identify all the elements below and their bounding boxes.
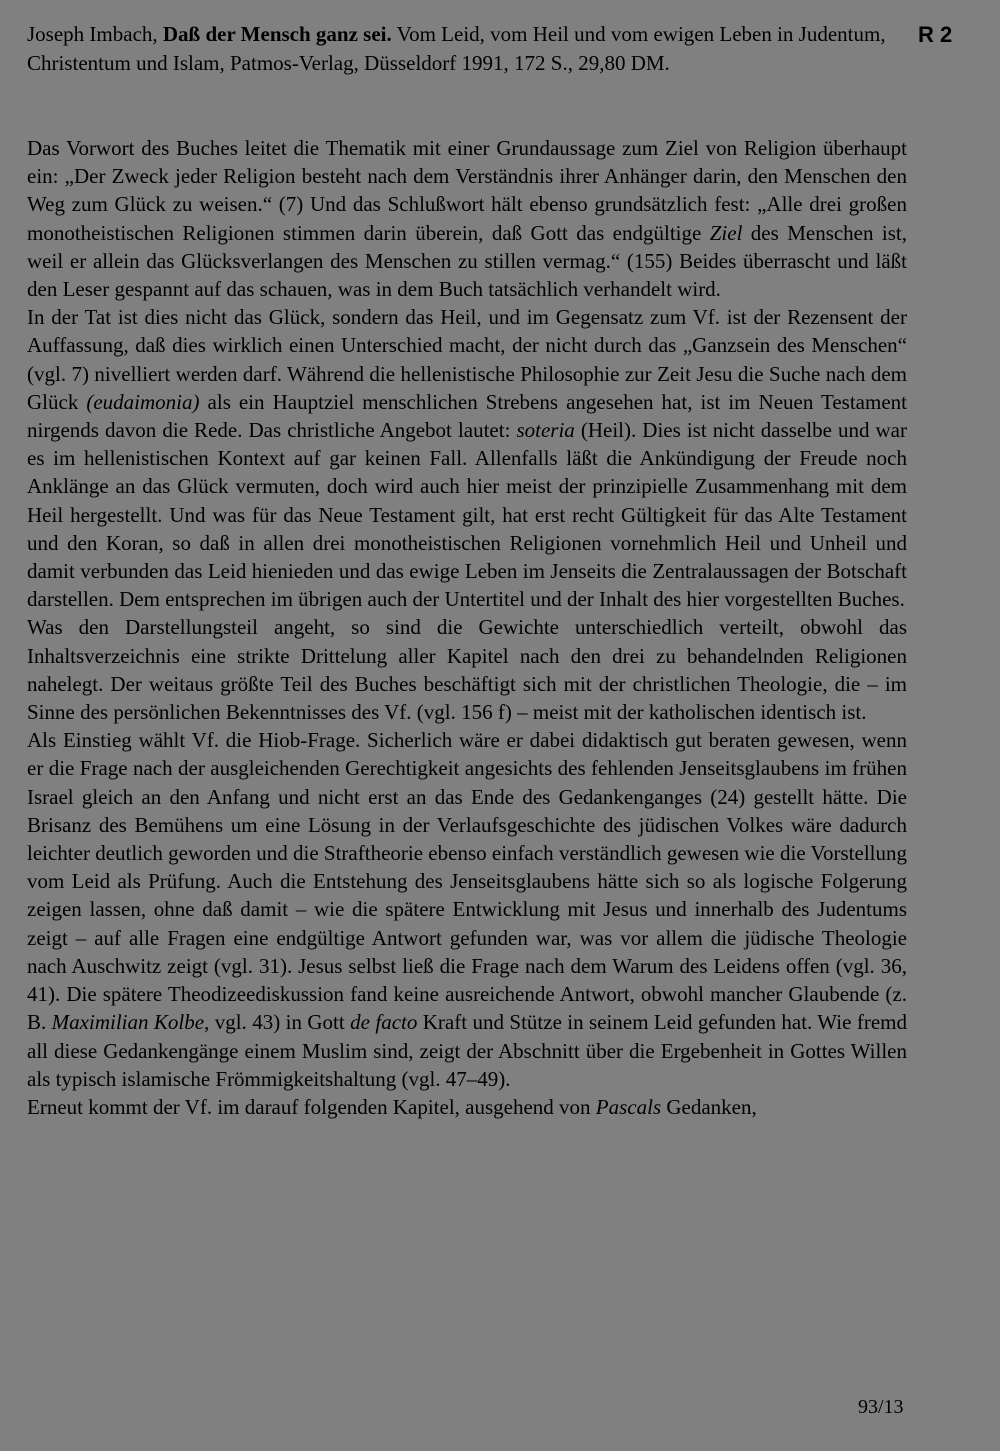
paragraph-5-italic: Pascals [595, 1094, 662, 1119]
paragraph-5-text-b: Gedanken, [661, 1094, 757, 1119]
paragraph-3: Was den Darstellungsteil angeht, so sind die Gewichte unterschiedlich verteilt, obwohl das Inhaltsverzeichnis eine strikte Drittelung aller Kapitel nach den drei zu behandelnden Religionen nahelegt. Der weitaus größte Teil des Buches beschäftigt sich mit der christlichen Theologie, die – im Sinne des persönlichen Bekenntnisses des Vf. (vgl. 156 f) – meist mit der katholischen identisch ist. [27, 615, 907, 725]
paragraph-1-text-b: des Menschen ist, weil er allein das Glücksverlangen des Menschen zu stillen vermag.“ (155) Beides überrascht und läßt den Leser gespannt auf das schauen, was in dem Buch tatsächlich verhandelt wird. [27, 220, 907, 302]
paragraph-2 [27, 303, 907, 613]
paragraph-4-text-c: Kraft und Stütze in seinem Leid gefunden hat. Wie fremd all diese Gedankengänge einem Muslim sind, zeigt der Abschnitt über die Ergebenheit in Gottes Willen als typisch islamische Frömmigkeitshaltung (vgl. 47–49). [27, 1010, 907, 1091]
paragraph-1-italic: Ziel [709, 220, 743, 245]
author-name: Joseph Imbach, [27, 22, 158, 46]
paragraph-1 [27, 134, 907, 303]
bibliographic-header [27, 20, 907, 78]
paragraph-2-text-c: (Heil). Dies ist nicht dasselbe und war es im hellenistischen Kontext auf gar keinen Fall. Allenfalls läßt die Ankündigung der Freude noch Anklänge an das Glück vermuten, doch wird auch hier meist der prinzipielle Zusammenhang mit dem Heil hergestellt. Und was für das Neue Testament gilt, hat erst recht Gültigkeit für das Alte Testament und den Koran, so daß in allen drei monotheistischen Religionen vornehmlich Heil und Unheil und damit verbunden das Leid hienieden und das ewige Leben im Jenseits die Zentralaussagen der Botschaft darstellen. Dem entsprechen im übrigen auch der Untertitel und der Inhalt des hier vorgestellten Buches. [27, 418, 907, 612]
book-title: Daß der Mensch ganz sei. [162, 22, 392, 46]
paragraph-5-text-a: Erneut kommt der Vf. im darauf folgenden Kapitel, ausgehend von [27, 1094, 596, 1119]
section-code: R 2 [918, 22, 953, 47]
paragraph-4-italic-1: Maximilian Kolbe, [51, 1010, 210, 1035]
paragraph-4-text-b: vgl. 43) in Gott [209, 1010, 351, 1035]
paragraph-2-italic-2: soteria [516, 418, 575, 443]
review-body [27, 134, 907, 1121]
page-number: 93/13 [858, 1396, 904, 1418]
paragraph-5 [27, 1093, 907, 1121]
paragraph-2-text-a: In der Tat ist dies nicht das Glück, sondern das Heil, und im Gegensatz zum Vf. ist der Rezensent der Auffassung, daß dies wirklich einen Unterschied macht, der nicht durch das „Ganzsein des Menschen“ (vgl. 7) nivelliert werden darf. Während die hellenistische Philosophie zur Zeit Jesu die Suche nach dem Glück [27, 305, 907, 414]
paragraph-2-text-b: als ein Hauptziel menschlichen Strebens angesehen hat, ist im Neuen Testament nirgends davon die Rede. Das christliche Angebot lautet: [27, 389, 907, 443]
bibliographic-details: Vom Leid, vom Heil und vom ewigen Leben in Judentum, Christentum und Islam, Patmos-Verlag, Düsseldorf 1991, 172 S., 29,80 DM. [27, 22, 886, 75]
paragraph-4-text-a: Als Einstieg wählt Vf. die Hiob-Frage. Sicherlich wäre er dabei didaktisch gut beraten gewesen, wenn er die Frage nach der ausgleichenden Gerechtigkeit angesichts des fehlenden Jenseitsglaubens im frühen Israel gleich an den Anfang und nicht erst an das Ende des Gedankenganges (24) gestellt hätte. Die Brisanz des Bemühens um eine Lösung in der Verlaufsgeschichte des jüdischen Volkes wäre dadurch leichter deutlich geworden und die Straftheorie ebenso einfach verständlich gewesen wie die Vorstellung vom Leid als Prüfung. Auch die Entstehung des Jenseitsglaubens hätte sich so als logische Folgerung zeigen lassen, ohne daß damit – wie die spätere Entwicklung mit Jesus und innerhalb des Judentums zeigt – auf alle Fragen eine endgültige Antwort gefunden war, was vor allem die jüdische Theologie nach Auschwitz zeigt (vgl. 31). Jesus selbst ließ die Frage nach dem Warum des Leidens offen (vgl. 36, 41). Die spätere Theodizeediskussion fand keine ausreichende Antwort, obwohl mancher Glaubende (z. B. [27, 728, 907, 1035]
paragraph-2-italic-1: (eudaimonia) [86, 389, 200, 414]
paragraph-4 [27, 726, 907, 1093]
paragraph-1-text-a: Das Vorwort des Buches leitet die Thematik mit einer Grundaussage zum Ziel von Religion überhaupt ein: „Der Zweck jeder Religion besteht nach dem Verständnis ihrer Anhänger darin, den Menschen den Weg zum Glück zu weisen.“ (7) Und das Schlußwort hält ebenso grundsätzlich fest: „Alle drei großen monotheistischen Religionen stimmen darin überein, daß Gott das endgültige [27, 136, 907, 245]
paragraph-4-italic-2: de facto [350, 1010, 418, 1035]
